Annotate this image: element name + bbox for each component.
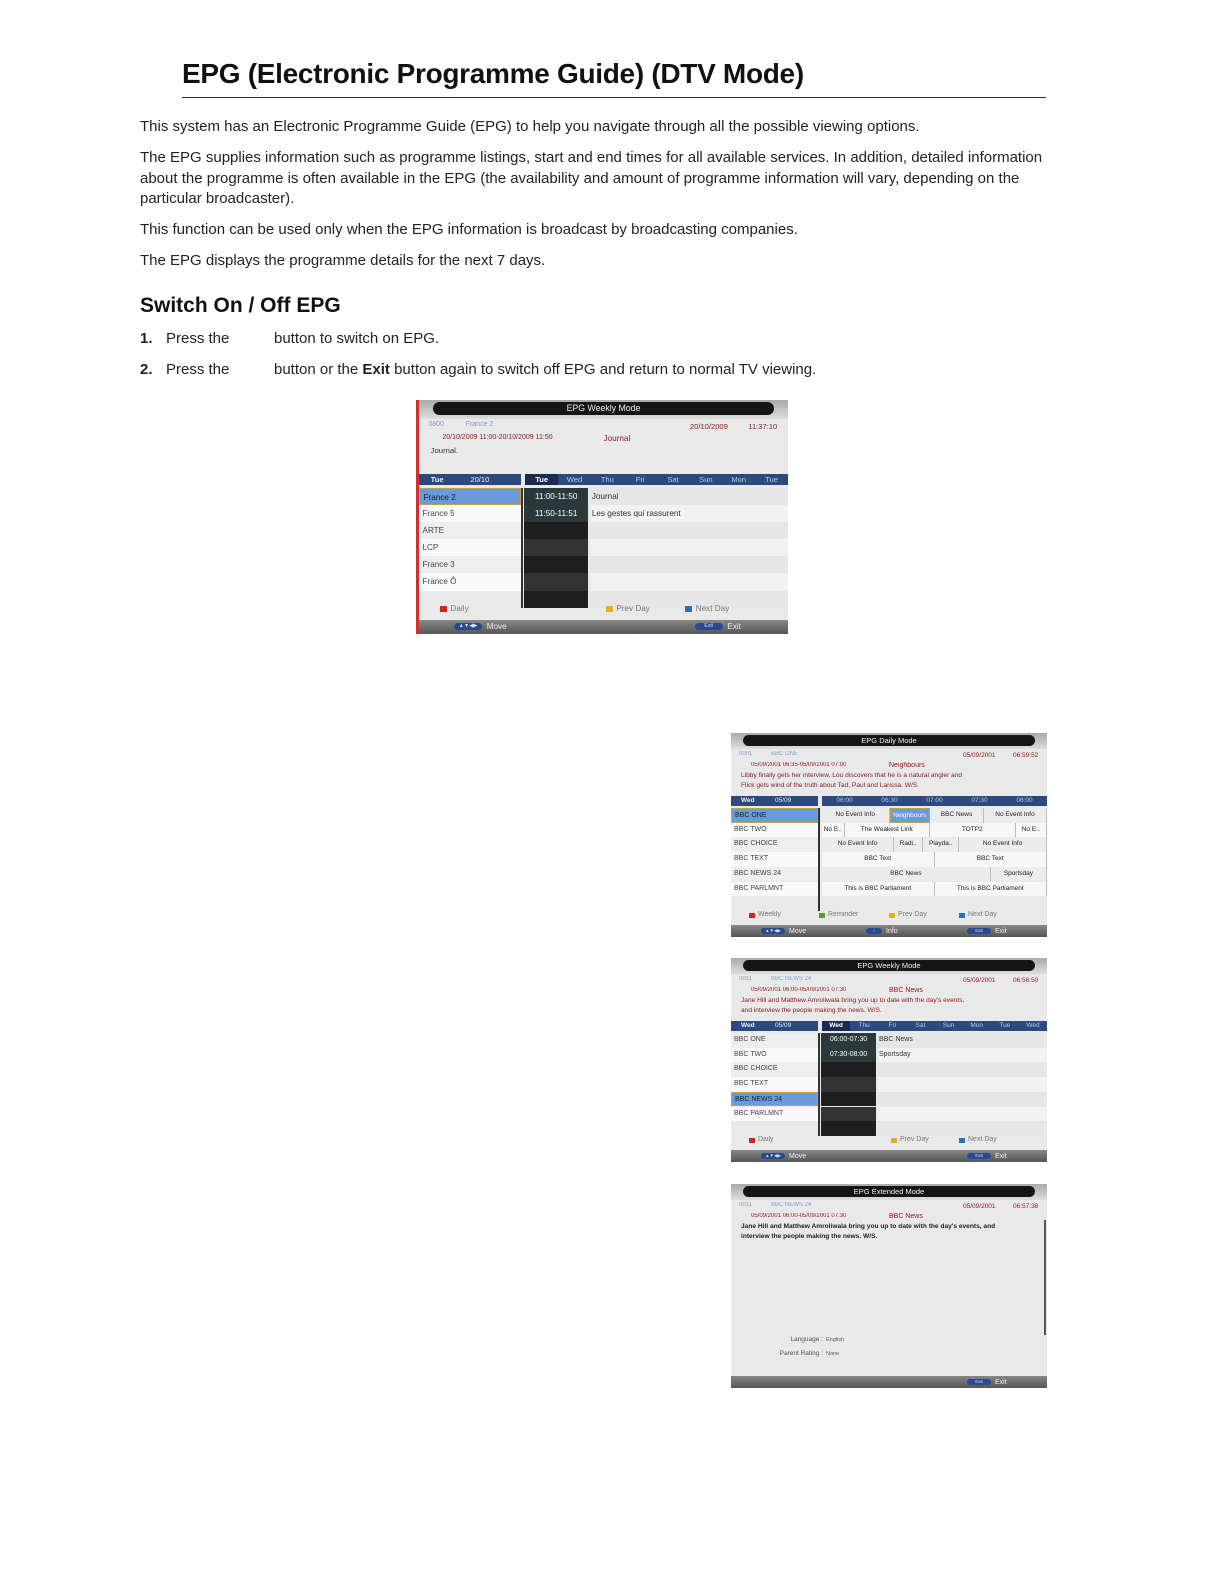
green-key-icon — [819, 913, 825, 918]
epg-weekly-screenshot — [416, 400, 788, 634]
event-title: Journal — [603, 433, 631, 443]
time-label: 07:30 — [971, 797, 988, 804]
event-description: Jane Hill and Matthew Amroliwala bring you up to date with the day's events, and — [741, 1223, 996, 1230]
bottom-action-label: Move — [789, 1152, 807, 1160]
event-title: BBC News — [889, 987, 923, 994]
event-row-bg — [591, 522, 788, 539]
event-time-range: 05/09/2001 06:00-05/09/2001 07:30 — [751, 987, 847, 993]
event-cell[interactable]: BBC Text — [822, 852, 935, 867]
current-date: 05/09/2001 — [963, 977, 996, 984]
event-time: 07:30-08:00 — [821, 1048, 876, 1063]
legend-label: Prev Day — [898, 911, 927, 918]
event-row-bg — [878, 1092, 1047, 1107]
time-cell — [524, 522, 588, 539]
event-cell[interactable]: Playda.. — [923, 837, 959, 852]
blue-key-icon — [959, 913, 965, 918]
channel-number: 0011 — [739, 1202, 752, 1208]
event-row-bg — [591, 573, 788, 590]
event-cell[interactable]: BBC News — [822, 867, 991, 882]
channel-name: BBC NEWS 24 — [771, 1202, 812, 1208]
event-cell[interactable]: No Event Info — [822, 808, 890, 823]
paragraph: The EPG displays the programme details for the next 7 days. — [140, 252, 546, 269]
event-cell[interactable]: TOTP2 — [930, 823, 1016, 838]
current-date: 05/09/2001 — [963, 1203, 996, 1210]
channel-row[interactable]: BBC PARLMNT — [731, 1107, 818, 1122]
remote-key-icon: Exit — [967, 1379, 991, 1385]
event-row-bg — [878, 1121, 1047, 1136]
step-text: Press the — [166, 361, 230, 378]
time-cell — [821, 1092, 876, 1107]
event-title[interactable]: Sportsday — [879, 1050, 911, 1058]
info-label: Parent Rating : — [779, 1350, 823, 1357]
bottom-action-label: Exit — [995, 1152, 1007, 1160]
epg-extended-screenshot — [731, 1184, 1047, 1388]
title-underline — [182, 97, 1046, 98]
legend-label: Daily — [758, 1136, 774, 1143]
section-heading: Switch On / Off EPG — [140, 294, 341, 317]
event-row-bg — [878, 1062, 1047, 1077]
channel-number: 0800 — [428, 421, 444, 429]
step-text: button to switch on EPG. — [274, 330, 440, 347]
yellow-key-icon — [606, 606, 613, 612]
event-cell[interactable]: The Weakest Link — [845, 823, 931, 838]
event-cell[interactable]: Radi.. — [894, 837, 923, 852]
event-row-bg — [591, 556, 788, 573]
event-time: 11:00-11:50 — [524, 488, 588, 505]
current-time: 11:37:10 — [748, 422, 778, 432]
event-cell[interactable]: No E.. — [1016, 823, 1048, 838]
time-cell — [524, 556, 588, 573]
event-title: Neighbours — [889, 762, 925, 769]
event-description: interview the people making the news. W/S. — [741, 1233, 878, 1240]
header-day: Wed — [741, 1022, 755, 1029]
event-description: Libby finally gets her interview, Lou discovers that he is a natural angler and — [741, 772, 963, 779]
bottom-action-label: Exit — [995, 927, 1007, 935]
legend-label: Prev Day — [616, 603, 650, 613]
step-number: 2. — [140, 361, 153, 378]
yellow-key-icon — [891, 1138, 897, 1143]
channel-row[interactable]: BBC TEXT — [731, 852, 818, 867]
step-text: Press the — [166, 330, 230, 347]
event-cell[interactable]: No Event Info — [984, 808, 1047, 823]
channel-row[interactable]: BBC PARLMNT — [731, 882, 818, 897]
time-label: 06:30 — [881, 797, 898, 804]
event-row-bg — [591, 488, 788, 505]
day-tab: Mon — [731, 474, 747, 484]
channel-name: BBC NEWS 24 — [771, 976, 812, 982]
event-row-bg — [591, 539, 788, 556]
channel-row[interactable]: BBC CHOICE — [731, 1062, 818, 1077]
channel-number: 0011 — [739, 976, 752, 982]
bottom-action-label: Move — [486, 621, 507, 631]
day-tab: Tue — [525, 474, 558, 486]
legend-label: Next Day — [968, 1136, 997, 1143]
extended-panel-scrollbar — [1044, 1220, 1046, 1335]
legend-label: Reminder — [828, 911, 859, 918]
day-tab: Wed — [822, 1021, 850, 1031]
remote-key-icon: ▲▼◀▶ — [761, 1153, 785, 1159]
event-cell[interactable]: BBC Text — [935, 852, 1048, 867]
day-tab: Tue — [765, 474, 778, 484]
step-text: button or the — [274, 361, 363, 378]
event-row-bg — [878, 1077, 1047, 1092]
time-cell — [821, 1107, 876, 1122]
day-tab: Mon — [970, 1022, 984, 1029]
channel-row[interactable]: BBC ONE — [731, 1033, 818, 1048]
event-description: Journal. — [430, 445, 459, 455]
channel-name: France 2 — [465, 421, 494, 429]
day-tab: Thu — [600, 474, 614, 484]
header-date: 20/10 — [470, 474, 490, 484]
time-cell — [821, 1062, 876, 1077]
day-tab: Tue — [999, 1022, 1011, 1029]
day-tab: Fri — [888, 1022, 897, 1029]
paragraph: The EPG supplies information such as programme listings, start and end times for all available services. In addition, detailed information about the programme is often available in the EPG (the availability and amount of programme information will vary, depending on the particular broadcaster). — [140, 149, 1043, 207]
grid-divider — [818, 808, 820, 911]
day-tab: Wed — [1026, 1022, 1040, 1029]
step-number: 1. — [140, 330, 153, 347]
remote-key-icon: i — [866, 928, 882, 934]
legend-label: Next Day — [695, 603, 730, 613]
event-time: 06:00-07:30 — [821, 1033, 876, 1048]
blue-key-icon — [685, 606, 692, 612]
grid-divider — [818, 1033, 820, 1136]
mode-title: EPG Daily Mode — [743, 735, 1035, 746]
event-cell[interactable]: No Event Info — [959, 837, 1047, 852]
current-time: 06:59:52 — [1013, 752, 1039, 759]
day-tab: Sun — [699, 474, 713, 484]
grid-divider — [521, 488, 523, 608]
event-title[interactable]: BBC News — [879, 1036, 913, 1043]
red-key-icon — [749, 1138, 755, 1143]
channel-row[interactable]: BBC TEXT — [731, 1077, 818, 1092]
time-cell — [821, 1121, 876, 1136]
legend-label: Next Day — [968, 911, 997, 918]
info-value: None — [826, 1351, 840, 1357]
channel-row[interactable]: France 5 — [419, 505, 521, 522]
paragraph: This system has an Electronic Programme Guide (EPG) to help you navigate through all the possible viewing options. — [140, 118, 920, 135]
event-cell[interactable]: Neighbours — [890, 808, 931, 823]
step-text: button again to switch off EPG and return to normal TV viewing. — [389, 361, 817, 378]
channel-row[interactable]: France 2 — [419, 488, 521, 505]
channel-row[interactable]: LCP — [419, 539, 521, 556]
channel-row[interactable]: France 3 — [419, 556, 521, 573]
day-tab: Thu — [858, 1022, 870, 1029]
time-cell — [821, 1077, 876, 1092]
event-cell[interactable]: Sportsday — [991, 867, 1047, 882]
channel-row[interactable]: ARTE — [419, 522, 521, 539]
event-time-range: 05/09/2001 06:00-05/09/2001 07:30 — [751, 1213, 847, 1219]
remote-key-icon: Exit — [967, 928, 991, 934]
remote-key-icon: Exit — [695, 623, 723, 630]
red-key-icon — [749, 913, 755, 918]
remote-key-icon: ▲▼◀▶ — [761, 928, 785, 934]
header-day: Tue — [430, 474, 444, 484]
current-date: 05/09/2001 — [963, 752, 996, 759]
channel-row[interactable]: BBC TWO — [731, 823, 818, 838]
event-cell[interactable]: This is BBC Parliament — [935, 882, 1048, 897]
bottom-action-label: Move — [789, 927, 807, 935]
channel-row[interactable]: BBC NEWS 24 — [731, 867, 818, 882]
time-label: 07:00 — [926, 797, 943, 804]
paragraph: This function can be used only when the EPG information is broadcast by broadcasting companies. — [140, 221, 798, 238]
current-date: 20/10/2009 — [689, 422, 728, 432]
time-cell — [524, 591, 588, 608]
header-day: Wed — [741, 797, 755, 804]
day-tab: Sat — [667, 474, 679, 484]
legend-label: Daily — [450, 603, 469, 613]
event-title[interactable]: Journal — [591, 491, 619, 501]
channel-row[interactable]: France Ô — [419, 573, 521, 590]
legend-label: Weekly — [758, 911, 781, 918]
yellow-key-icon — [889, 913, 895, 918]
channel-number: 0001 — [739, 751, 753, 757]
event-time-range: 20/10/2009 11:00-20/10/2009 11:50 — [442, 433, 553, 441]
mode-title: EPG Extended Mode — [743, 1186, 1035, 1197]
epg-weekly-screenshot — [731, 958, 1047, 1162]
event-title: BBC News — [889, 1213, 923, 1220]
time-cell — [524, 573, 588, 590]
channel-name: BBC ONE — [771, 751, 799, 757]
day-tab: Sat — [915, 1022, 926, 1029]
legend-label: Prev Day — [900, 1136, 929, 1143]
day-tab: Wed — [566, 474, 583, 484]
blue-key-icon — [959, 1138, 965, 1143]
bottom-action-label: Exit — [995, 1378, 1007, 1386]
step-text — [274, 361, 816, 378]
channel-row[interactable]: BBC NEWS 24 — [731, 1092, 818, 1107]
event-cell[interactable]: No E.. — [822, 823, 845, 838]
mode-title: EPG Weekly Mode — [433, 402, 774, 415]
epg-daily-screenshot — [731, 733, 1047, 937]
remote-key-icon: ▲▼◀▶ — [454, 623, 482, 630]
exit-button-label: Exit — [362, 361, 390, 378]
current-time: 06:56:50 — [1013, 977, 1039, 984]
page-title: EPG (Electronic Programme Guide) (DTV Mode) — [182, 58, 804, 89]
event-cell[interactable]: No Event Info — [822, 837, 894, 852]
event-time-range: 05/09/2001 06:35-05/09/2001 07:00 — [751, 762, 847, 768]
mode-title: EPG Weekly Mode — [743, 960, 1035, 971]
event-time: 11:50-11:51 — [524, 505, 588, 522]
event-row-bg — [878, 1107, 1047, 1122]
current-time: 06:57:38 — [1013, 1203, 1039, 1210]
channel-row[interactable]: BBC ONE — [731, 808, 818, 823]
info-value: English — [826, 1337, 845, 1343]
day-tab: Fri — [635, 474, 645, 484]
event-cell[interactable]: This is BBC Parliament — [822, 882, 935, 897]
event-title[interactable]: Les gestes qui rassurent — [591, 508, 681, 518]
event-description: and interview the people making the news. W/S. — [741, 1007, 882, 1014]
bottom-action-label: Exit — [727, 621, 741, 631]
remote-key-icon: Exit — [967, 1153, 991, 1159]
info-label: Language : — [790, 1336, 823, 1343]
header-date: 05/09 — [775, 1022, 792, 1029]
bottom-action-label: Info — [886, 927, 898, 935]
event-description: Jane Hill and Matthew Amroliwala bring you up to date with the day's events, — [741, 997, 965, 1004]
channel-row[interactable]: BBC TWO — [731, 1048, 818, 1063]
header-date: 05/09 — [775, 797, 792, 804]
red-key-icon — [440, 606, 447, 612]
time-cell — [524, 539, 588, 556]
day-tab: Sun — [942, 1022, 955, 1029]
event-description: Flick gets wind of the truth about Tad, Paul and Larissa. W/S. — [741, 782, 920, 789]
channel-row[interactable]: BBC CHOICE — [731, 837, 818, 852]
event-cell[interactable]: BBC News — [930, 808, 984, 823]
time-label: 08:00 — [1016, 797, 1033, 804]
time-label: 06:00 — [836, 797, 853, 804]
